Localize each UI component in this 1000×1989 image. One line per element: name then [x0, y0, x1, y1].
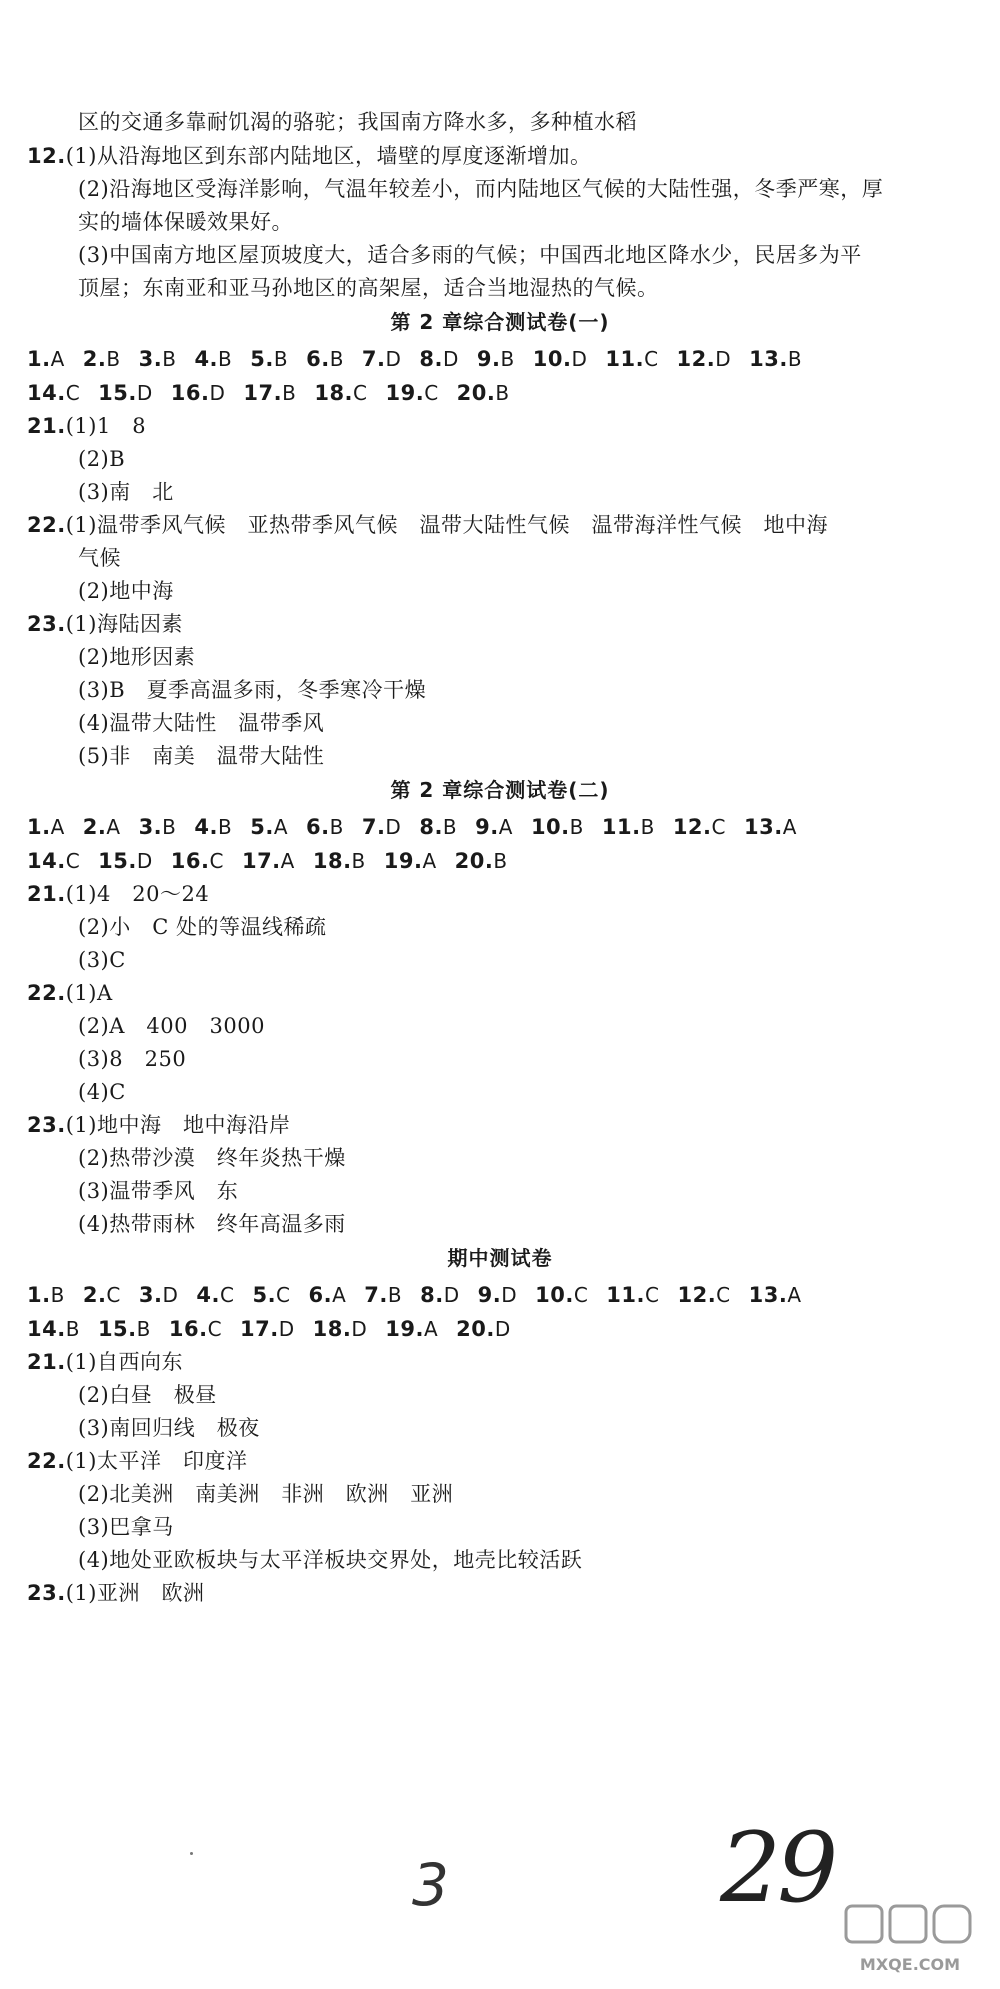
question-number: 23.: [27, 1113, 66, 1137]
mc-answers-row: [27, 813, 815, 841]
question-number: 18.: [314, 381, 354, 405]
answer-letter: D: [443, 1283, 460, 1307]
question-number: 5.: [250, 347, 274, 371]
mc-answers-row: [27, 847, 526, 875]
answer-letter: D: [136, 381, 153, 405]
question-number: 19.: [385, 1317, 424, 1341]
mc-answer: [313, 847, 366, 875]
answer-letter: C: [65, 381, 81, 405]
answer-letter: A: [280, 849, 295, 873]
mc-answers-row: [27, 345, 820, 373]
mc-answers-row: [27, 379, 528, 407]
answer-letter: B: [329, 347, 344, 371]
question-21: [27, 412, 146, 440]
mc-answer: [749, 1281, 802, 1309]
answer-letter: D: [443, 347, 459, 371]
mc-answer: [362, 345, 402, 373]
answer-letter: A: [422, 849, 437, 873]
question-21: [27, 1348, 183, 1376]
question-12: [27, 142, 591, 170]
answer-letter: B: [50, 1283, 65, 1307]
section-heading: 期中测试卷: [447, 1246, 553, 1270]
mc-answer: [535, 1281, 588, 1309]
answer-text: (3)C: [78, 948, 126, 972]
answer-letter: B: [500, 347, 515, 371]
mc-answer: [27, 379, 80, 407]
answer-text: (1)海陆因素: [65, 612, 183, 636]
question-number: 1.: [27, 815, 51, 839]
page-number: 29: [720, 1812, 835, 1924]
question-number: 11.: [605, 347, 645, 371]
mc-answer: [606, 1281, 659, 1309]
question-number: 18.: [312, 849, 352, 873]
mc-answer: [673, 813, 726, 841]
answer-text: (1)亚洲 欧洲: [65, 1581, 205, 1605]
mc-answer: [419, 813, 457, 841]
question-number: 13.: [743, 815, 783, 839]
mc-answer: [83, 1281, 121, 1309]
mc-answer: [196, 1281, 234, 1309]
mc-answer: [533, 345, 588, 373]
answer-text: (1)1 8: [65, 414, 147, 438]
answer-letter: D: [136, 849, 153, 873]
question-number: 10.: [532, 347, 572, 371]
question-number: 19.: [383, 849, 423, 873]
question-number: 17.: [240, 1317, 279, 1341]
answer-text: (3)南 北: [78, 480, 174, 504]
question-number: 2.: [82, 815, 107, 839]
mc-answer: [240, 1315, 295, 1343]
mc-answer: [252, 1281, 290, 1309]
mc-answer: [169, 1315, 222, 1343]
mc-answer: [98, 1315, 151, 1343]
answer-text: (1)太平洋 印度洋: [65, 1449, 248, 1473]
mc-answer: [306, 345, 344, 373]
answer-letter: D: [385, 347, 402, 371]
mc-answer: [306, 813, 344, 841]
answer-text: (1)温带季风气候 亚热带季风气候 温带大陆性气候 温带海洋性气候 地中海: [65, 513, 828, 537]
mc-answer: [171, 379, 226, 407]
question-number: 14.: [27, 849, 66, 873]
question-number: 13.: [749, 347, 788, 371]
mc-answer: [27, 1281, 65, 1309]
answer-text: (2)热带沙漠 终年炎热干燥: [78, 1146, 346, 1170]
answer-letter: B: [218, 347, 233, 371]
mc-answer: [478, 1281, 518, 1309]
question-number: 23.: [27, 1581, 66, 1605]
question-number: 7.: [364, 1283, 388, 1307]
answer-letter: B: [495, 381, 510, 405]
answer-text: (1)地中海 地中海沿岸: [65, 1113, 291, 1137]
answer-text: (2)地形因素: [78, 645, 196, 669]
answer-letter: B: [282, 381, 297, 405]
mc-answer: [457, 379, 510, 407]
question-number: 7.: [361, 815, 386, 839]
question-number: 16.: [168, 1317, 208, 1341]
question-number: 12.: [27, 144, 66, 168]
question-number: 21.: [27, 882, 66, 906]
question-22: [27, 979, 113, 1007]
question-number: 7.: [361, 347, 386, 371]
question-number: 16.: [170, 381, 210, 405]
mc-answer: [384, 847, 437, 875]
question-22: [27, 511, 828, 539]
question-number: 17.: [243, 381, 283, 405]
mc-answer: [27, 813, 65, 841]
answer-letter: A: [498, 815, 513, 839]
answer-letter: C: [209, 849, 224, 873]
mc-answer: [386, 379, 439, 407]
answer-text: (3)8 250: [78, 1047, 187, 1071]
answer-letter: B: [162, 815, 177, 839]
answer-letter: A: [787, 1283, 802, 1307]
mc-answer: [744, 813, 797, 841]
answer-letter: D: [715, 347, 732, 371]
answer-text: (3)南回归线 极夜: [78, 1416, 260, 1440]
mc-answers-row: [27, 1315, 529, 1343]
question-number: 18.: [312, 1317, 352, 1341]
question-number: 8.: [419, 347, 444, 371]
question-number: 23.: [27, 612, 66, 636]
mc-answer: [419, 345, 459, 373]
mc-answer: [605, 345, 658, 373]
answer-letter: A: [106, 815, 121, 839]
mc-answer: [677, 345, 732, 373]
text-line: 区的交通多靠耐饥渴的骆驼；我国南方降水多，多种植水稻: [78, 110, 637, 134]
answer-letter: C: [207, 1317, 223, 1341]
mc-answer: [27, 847, 80, 875]
answer-text: (2)北美洲 南美洲 非洲 欧洲 亚洲: [78, 1482, 454, 1506]
watermark-logo: [840, 1900, 990, 1980]
question-number: 6.: [308, 1283, 333, 1307]
answer-letter: B: [162, 347, 177, 371]
mc-answer: [531, 813, 584, 841]
mc-answer: [250, 813, 288, 841]
answer-letter: D: [209, 381, 226, 405]
answer-text: (4)温带大陆性 温带季风: [78, 711, 325, 735]
question-number: 15.: [98, 849, 137, 873]
section-heading: 第 2 章综合测试卷(二): [390, 778, 610, 802]
answer-letter: A: [50, 347, 65, 371]
mc-answer: [313, 1315, 368, 1343]
answer-text: (2)B: [78, 447, 126, 471]
question-number: 9.: [475, 815, 499, 839]
answer-letter: B: [217, 815, 233, 839]
question-number: 8.: [419, 815, 443, 839]
answer-letter: C: [711, 815, 726, 839]
text-line: (3)中国南方地区屋顶坡度大，适合多雨的气候；中国西北地区降水少，民居多为平: [78, 243, 862, 267]
mc-answer: [602, 813, 655, 841]
answer-letter: A: [332, 1283, 347, 1307]
question-number: 2.: [82, 1283, 107, 1307]
answer-letter: B: [640, 815, 655, 839]
question-number: 3.: [138, 815, 163, 839]
mc-answer: [243, 379, 296, 407]
text-line: 顶屋；东南亚和亚马孙地区的高架屋，适合当地湿热的气候。: [78, 276, 659, 300]
mc-answer: [171, 847, 224, 875]
mc-answer: [250, 345, 288, 373]
mc-answer: [98, 379, 153, 407]
question-23: [27, 1579, 204, 1607]
answer-text: (4)C: [78, 1080, 126, 1104]
mc-answer: [194, 813, 232, 841]
answer-text: 气候: [78, 546, 121, 570]
answer-letter: C: [716, 1283, 731, 1307]
answer-text: (3)B 夏季高温多雨，冬季寒冷干燥: [78, 678, 427, 702]
question-number: 17.: [241, 849, 281, 873]
answer-letter: D: [501, 1283, 518, 1307]
question-number: 12.: [672, 815, 712, 839]
answer-letter: D: [351, 1317, 368, 1341]
handwritten-mark: 3: [412, 1851, 449, 1919]
answer-letter: C: [573, 1283, 589, 1307]
mc-answer: [83, 345, 121, 373]
mc-answer: [314, 379, 367, 407]
answer-text: (3)巴拿马: [78, 1515, 174, 1539]
question-22: [27, 1447, 247, 1475]
question-number: 8.: [420, 1283, 444, 1307]
answer-letter: B: [106, 347, 121, 371]
answer-letter: C: [219, 1283, 235, 1307]
mc-answer: [456, 1315, 511, 1343]
answer-text: (1)A: [65, 981, 113, 1005]
section-heading: 第 2 章综合测试卷(一): [390, 310, 610, 334]
mc-answer: [139, 813, 177, 841]
watermark-glyphs: [846, 1906, 970, 1942]
stray-dot: [190, 1852, 193, 1855]
question-number: 5.: [250, 815, 274, 839]
question-number: 4.: [194, 815, 218, 839]
answer-text: (1)自西向东: [65, 1350, 183, 1374]
question-number: 22.: [27, 1449, 66, 1473]
answer-letter: D: [571, 347, 588, 371]
answer-letter: D: [385, 815, 402, 839]
question-number: 10.: [530, 815, 570, 839]
answer-text: (4)热带雨林 终年高温多雨: [78, 1212, 346, 1236]
answer-letter: B: [387, 1283, 403, 1307]
question-number: 15.: [97, 1317, 137, 1341]
answer-letter: C: [106, 1283, 121, 1307]
question-number: 14.: [27, 1317, 66, 1341]
mc-answer: [27, 345, 65, 373]
answer-letter: A: [782, 815, 797, 839]
question-number: 6.: [306, 347, 330, 371]
answer-letter: C: [645, 1283, 660, 1307]
mc-answer: [139, 345, 177, 373]
mc-answers-row: [27, 1281, 820, 1309]
question-number: 1.: [27, 1283, 51, 1307]
answer-text: (2)A 400 3000: [78, 1014, 265, 1038]
answer-letter: B: [787, 347, 803, 371]
answer-letter: D: [278, 1317, 295, 1341]
question-number: 15.: [98, 381, 137, 405]
question-number: 4.: [194, 347, 219, 371]
question-number: 1.: [27, 347, 51, 371]
question-number: 13.: [748, 1283, 788, 1307]
mc-answer: [309, 1281, 347, 1309]
answer-letter: B: [442, 815, 458, 839]
mc-answer: [242, 847, 295, 875]
answer-text: (5)非 南美 温带大陆性: [78, 744, 325, 768]
question-number: 11.: [601, 815, 641, 839]
answer-letter: B: [329, 815, 344, 839]
question-number: 22.: [27, 513, 66, 537]
text-line: 实的墙体保暖效果好。: [78, 210, 293, 234]
answer-letter: B: [493, 849, 508, 873]
mc-answer: [27, 1315, 80, 1343]
question-23: [27, 1111, 290, 1139]
answer-text: (2)小 C 处的等温线稀疏: [78, 915, 327, 939]
question-number: 20.: [456, 381, 496, 405]
question-number: 4.: [196, 1283, 220, 1307]
mc-answer: [475, 813, 513, 841]
answer-letter: C: [65, 849, 81, 873]
answer-letter: C: [353, 381, 368, 405]
mc-answer: [83, 813, 121, 841]
question-number: 9.: [476, 347, 501, 371]
answer-letter: C: [644, 347, 659, 371]
question-number: 22.: [27, 981, 66, 1005]
watermark-text: MXQE.COM: [859, 1955, 961, 1974]
question-number: 12.: [677, 1283, 717, 1307]
question-number: 11.: [606, 1283, 645, 1307]
question-number: 9.: [477, 1283, 502, 1307]
question-number: 12.: [676, 347, 716, 371]
text-line: (2)沿海地区受海洋影响，气温年较差小，而内陆地区气候的大陆性强，冬季严寒，厚: [78, 177, 884, 201]
question-23: [27, 610, 183, 638]
answer-text: (1)4 20～24: [65, 882, 210, 906]
mc-answer: [362, 813, 402, 841]
answer-letter: A: [273, 815, 288, 839]
mc-answer: [385, 1315, 438, 1343]
mc-answer: [420, 1281, 460, 1309]
question-number: 3.: [138, 347, 163, 371]
question-number: 16.: [170, 849, 210, 873]
mc-answer: [455, 847, 508, 875]
answer-letter: B: [136, 1317, 151, 1341]
answer-letter: B: [351, 849, 366, 873]
answer-letter: A: [423, 1317, 439, 1341]
mc-answer: [98, 847, 153, 875]
answer-letter: B: [273, 347, 289, 371]
question-number: 20.: [456, 1317, 495, 1341]
answer-letter: D: [162, 1283, 179, 1307]
mc-answer: [139, 1281, 179, 1309]
question-number: 3.: [138, 1283, 163, 1307]
answer-text: (2)地中海: [78, 579, 174, 603]
mc-answer: [677, 1281, 730, 1309]
answer-text: (2)白昼 极昼: [78, 1383, 217, 1407]
answer-letter: C: [276, 1283, 291, 1307]
answer-letter: B: [569, 815, 584, 839]
question-number: 14.: [27, 381, 66, 405]
question-number: 6.: [306, 815, 330, 839]
question-number: 19.: [385, 381, 425, 405]
answer-text: (1)从沿海地区到东部内陆地区，墙壁的厚度逐渐增加。: [65, 144, 592, 168]
answer-letter: C: [424, 381, 439, 405]
question-number: 2.: [82, 347, 107, 371]
answer-text: (4)地处亚欧板块与太平洋板块交界处，地壳比较活跃: [78, 1548, 583, 1572]
question-number: 5.: [252, 1283, 277, 1307]
mc-answer: [477, 345, 515, 373]
mc-answer: [749, 345, 802, 373]
answer-letter: D: [494, 1317, 511, 1341]
mc-answer: [194, 345, 232, 373]
answer-letter: B: [65, 1317, 80, 1341]
answer-text: (3)温带季风 东: [78, 1179, 239, 1203]
mc-answer: [364, 1281, 402, 1309]
question-21: [27, 880, 209, 908]
question-number: 21.: [27, 1350, 66, 1374]
question-number: 10.: [535, 1283, 574, 1307]
question-number: 20.: [454, 849, 494, 873]
answer-letter: A: [50, 815, 65, 839]
question-number: 21.: [27, 414, 66, 438]
